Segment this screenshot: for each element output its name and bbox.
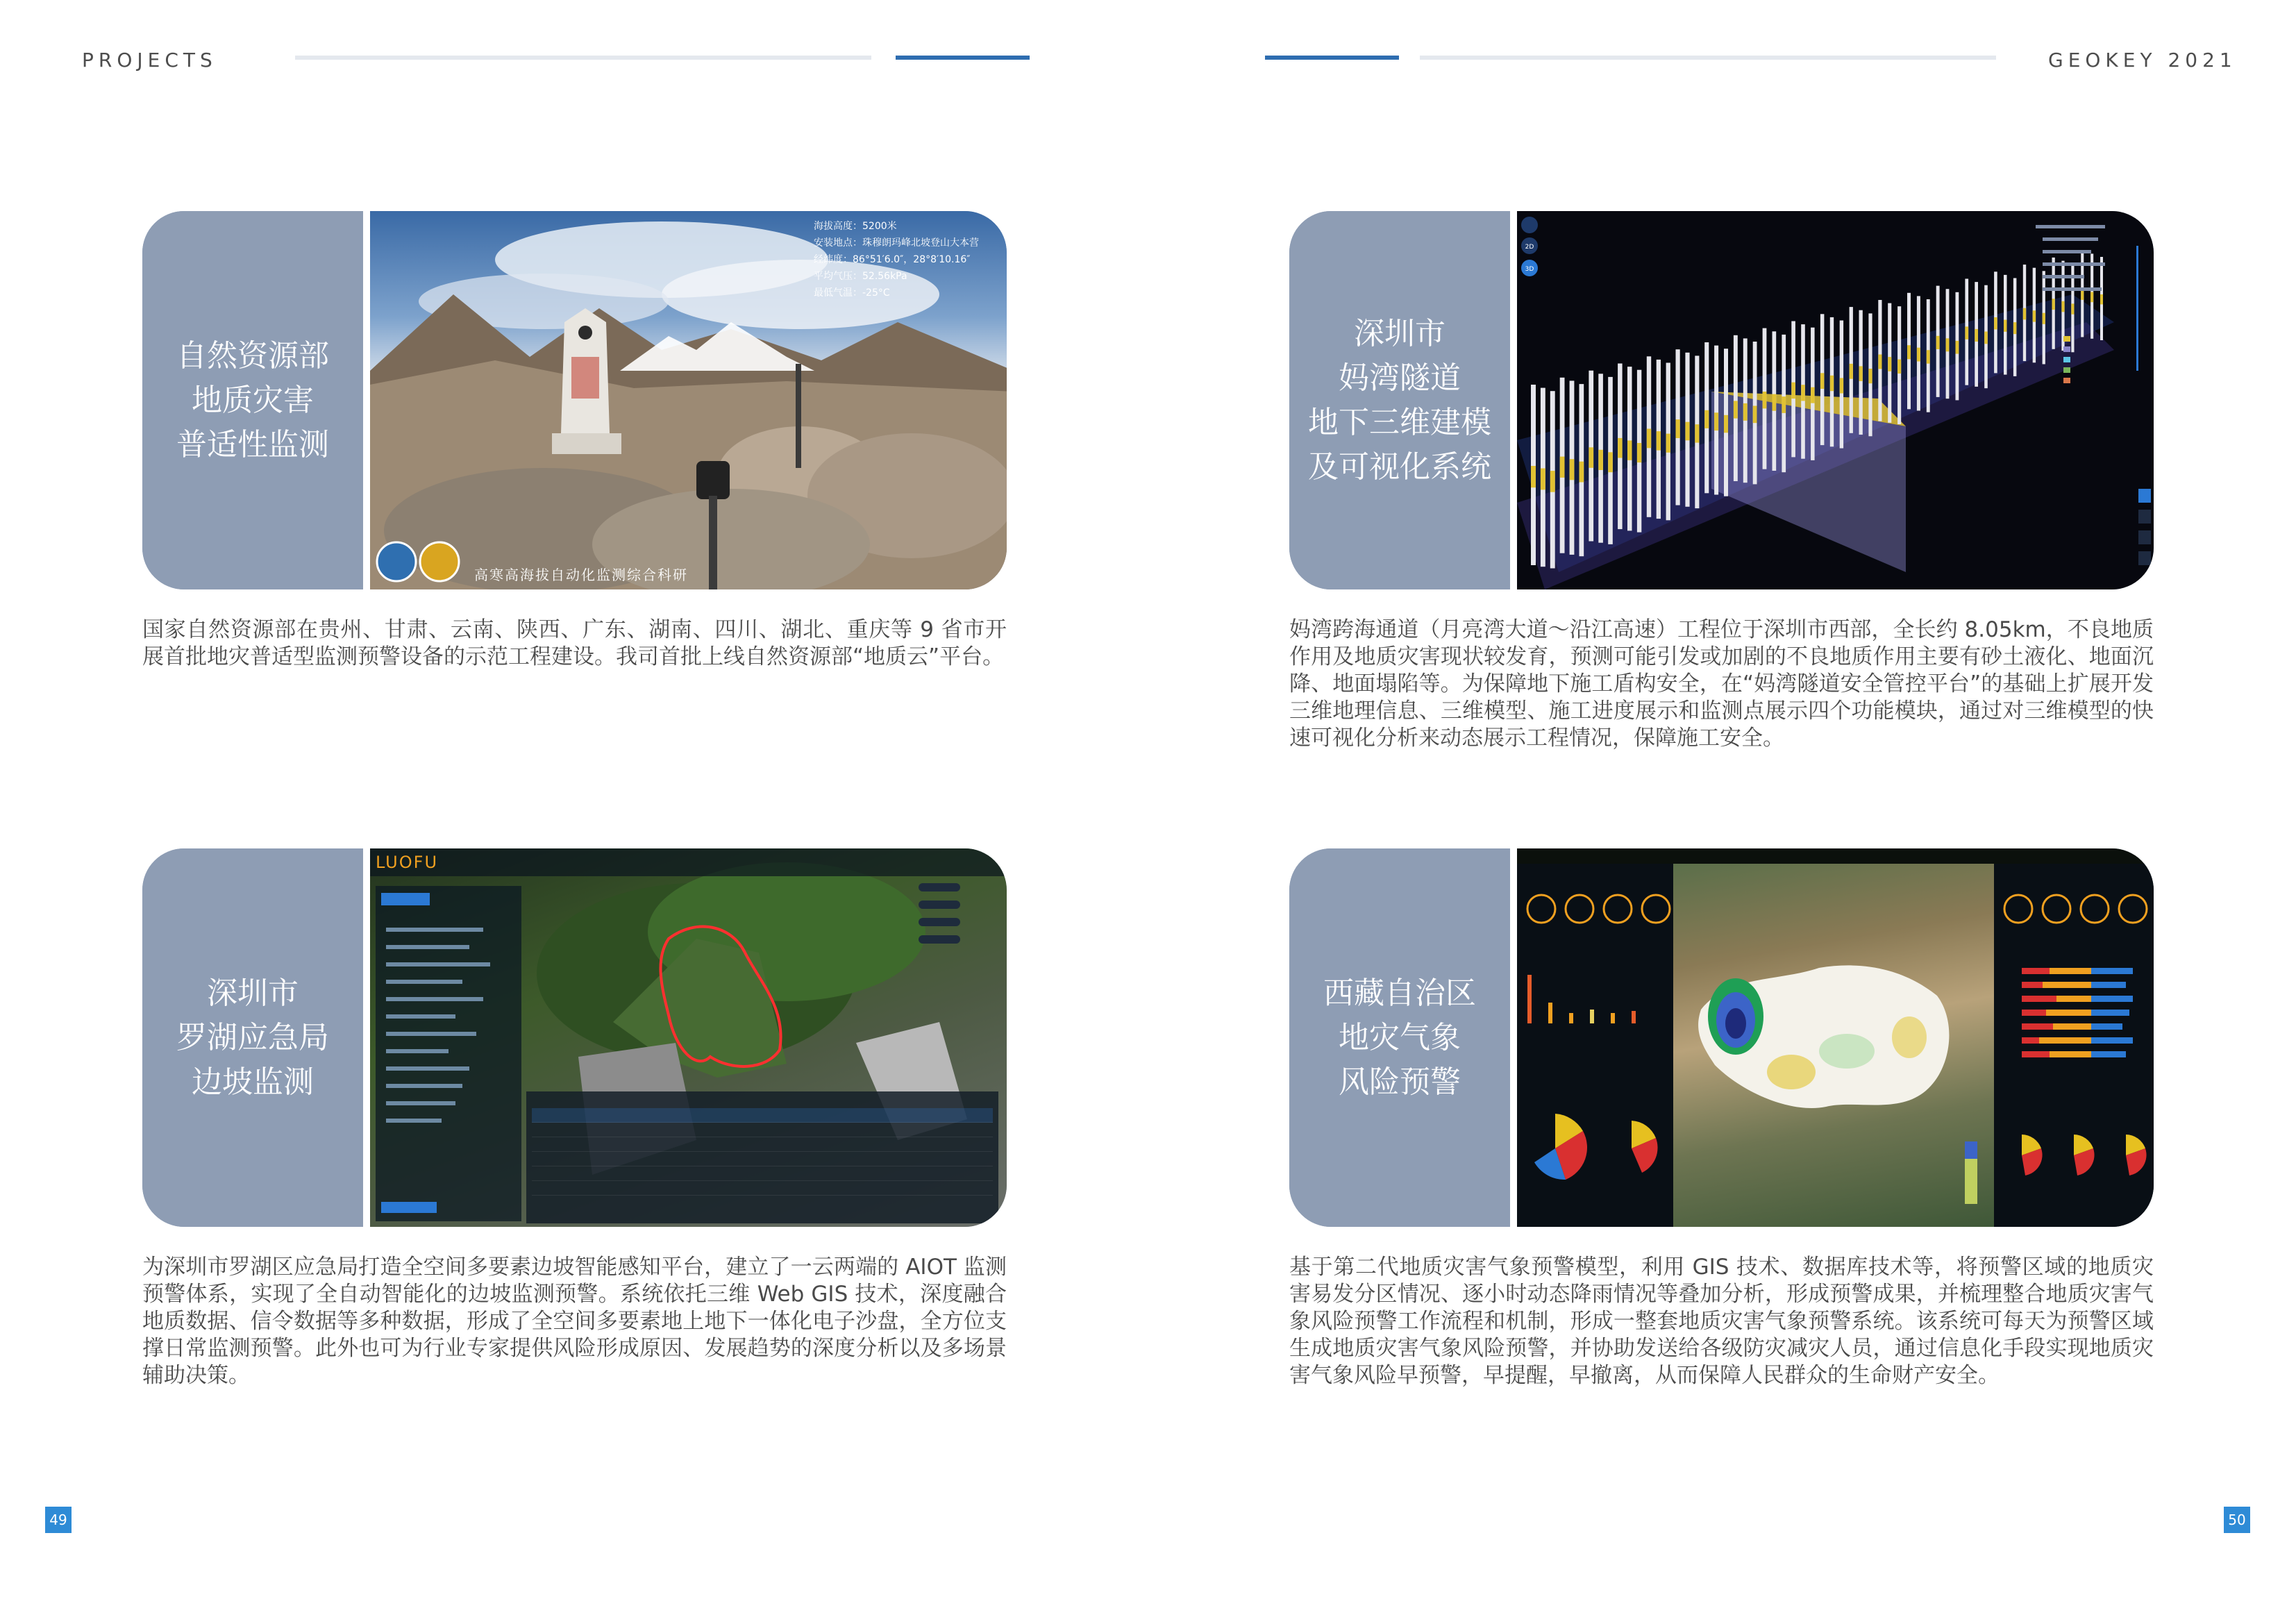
card-title-line: 及可视化系统 <box>1308 449 1491 485</box>
card-title <box>1289 848 1517 1227</box>
borehole-layer-mark <box>2023 308 2026 320</box>
borehole-layer-mark <box>1541 469 1545 490</box>
borehole-layer-mark <box>1811 387 1815 403</box>
borehole-layer-mark <box>1830 376 1834 391</box>
card-title-line: 深圳市 <box>207 975 299 1011</box>
photo-info-line: 平均气压：52.56kPa <box>814 271 907 282</box>
page-number-left: 49 <box>45 1507 72 1533</box>
borehole-layer-mark <box>1773 394 1777 411</box>
photo-info-overlay <box>814 218 979 301</box>
table-row <box>532 1123 993 1137</box>
borehole-layer-mark <box>1984 332 1988 344</box>
table-row <box>532 1181 993 1196</box>
project-card-tibet-warning <box>1289 848 2154 1227</box>
card-title <box>1289 211 1517 589</box>
borehole-layer-mark <box>1695 424 1699 442</box>
borehole-layer-mark <box>1734 401 1738 418</box>
risk-map <box>1673 864 1994 1227</box>
card-description: 妈湾跨海通道（月亮湾大道～沿江高速）工程位于深圳市西部，全长约 8.05km，不良地质作用及地质灾害现状较发育，预测可能引发或加剧的不良地质作用主要有砂土液化、地面沉降、地面塌陷等。为保障地下施工盾构安全，在“妈湾隧道安全管控平台”的基础上扩展开发三维地理信息、三维模型、施工进度展示和监测点展示四个功能模块，通过对三维模型的快速可视化分析来动态展示工程情况，保障施工安全。 <box>1289 617 2154 751</box>
borehole-layer-mark <box>1907 345 1911 359</box>
header-accent-left <box>896 56 1030 60</box>
app-topbar <box>370 848 1007 876</box>
risk-map-graphic <box>1673 864 2001 1227</box>
monitoring-station-photo <box>370 211 1007 589</box>
borehole-layer-mark <box>1927 350 1930 364</box>
header-rule-left <box>295 56 871 60</box>
borehole-layer-mark <box>1685 422 1689 441</box>
app-topbar <box>1517 848 2154 864</box>
card-title-line: 西藏自治区 <box>1323 975 1476 1011</box>
page-number-right: 50 <box>2224 1507 2250 1533</box>
borehole-layer-mark <box>1753 406 1757 424</box>
card-title-line: 深圳市 <box>1354 315 1446 351</box>
borehole-layer-mark <box>2013 322 2017 334</box>
photo-info-line: 最低气温：-25°C <box>814 287 890 299</box>
borehole-layer-mark <box>1657 431 1661 451</box>
borehole-layer-mark <box>1724 415 1728 433</box>
borehole-layer-mark <box>1560 457 1565 478</box>
borehole-layer-mark <box>1714 412 1718 430</box>
header-geokey-label: GEOKEY 2021 <box>2048 49 2237 72</box>
left-stat-graphics <box>1517 864 1673 1227</box>
layer-list <box>2036 218 2140 412</box>
card-description: 国家自然资源部在贵州、甘肃、云南、陕西、广东、湖南、四川、湖北、重庆等 9 省市开展首批地灾普适型监测预警设备的示范工程建设。我司首批上线自然资源部“地质云”平台。 <box>142 617 1007 669</box>
project-card-luohu-slope <box>142 848 1007 1227</box>
view-3d-button: 3D <box>1525 266 1534 273</box>
app-logo: LUOFU <box>376 853 439 872</box>
layer-panel <box>2036 218 2147 417</box>
borehole-layer-mark <box>1608 452 1613 472</box>
photo-info-line: 安装地点：珠穆朗玛峰北坡登山大本营 <box>814 237 979 249</box>
borehole-layer-mark <box>1801 385 1805 401</box>
borehole-layer-mark <box>1888 357 1891 371</box>
right-stat-graphics <box>1994 864 2154 1227</box>
borehole-layer-mark <box>1763 392 1767 408</box>
borehole-layer-mark <box>1859 366 1863 381</box>
card-title-line: 地质灾害 <box>192 382 314 418</box>
table-row <box>532 1166 993 1181</box>
borehole-layer-mark <box>1897 360 1901 374</box>
table-row <box>532 1137 993 1152</box>
borehole-layer-mark <box>1791 383 1795 399</box>
borehole-layer-mark <box>1994 317 1997 330</box>
card-title-line: 地灾气象 <box>1339 1019 1461 1055</box>
table-row <box>532 1108 993 1123</box>
right-stat-panel <box>1994 864 2154 1227</box>
card-title-line: 罗湖应急局 <box>176 1019 329 1055</box>
photo-info-line: 经纬度：86°51′6.0″，28°8′10.16″ <box>814 254 971 265</box>
photo-caption: 高寒高海拔自动化监测综合科研 <box>474 567 688 583</box>
tunnel-3d-screenshot <box>1517 211 2154 589</box>
tibet-warning-screenshot <box>1517 848 2154 1227</box>
borehole-layer-mark <box>1637 443 1641 462</box>
borehole-layer-mark <box>1850 364 1853 379</box>
borehole-layer-mark <box>1878 355 1882 369</box>
header-projects-label: PROJECTS <box>82 49 217 72</box>
header-accent-right <box>1265 56 1399 60</box>
data-table-overlay <box>526 1091 998 1223</box>
borehole-layer-mark <box>1946 338 1950 351</box>
borehole-layer-mark <box>1579 462 1584 483</box>
project-card-mawan-tunnel <box>1289 211 2154 589</box>
card-title-line: 地下三维建模 <box>1308 404 1491 440</box>
header-rule-right <box>1420 56 1996 60</box>
card-title <box>142 211 370 589</box>
left-stat-panel <box>1517 864 1673 1227</box>
card-title-line: 边坡监测 <box>192 1064 314 1100</box>
left-panel <box>376 886 521 1221</box>
card-description: 基于第二代地质灾害气象预警模型，利用 GIS 技术、数据库技术等，将预警区域的地质灾害易发分区情况、逐小时动态降雨情况等叠加分析，形成预警成果，并梳理整合地质灾害气象风险预警工作流程和机制，形成一整套地质灾害气象预警系统。该系统可每天为预警区域生成地质灾害气象风险预警，并协助发送给各级防灾减灾人员，通过信息化手段实现地质灾害气象风险早预警，早提醒，早撤离，从而保障人民群众的生命财产安全。 <box>1289 1255 2154 1388</box>
left-panel-list <box>376 886 521 1219</box>
project-card-natural-resources <box>142 211 1007 589</box>
borehole-layer-mark <box>1618 438 1623 458</box>
borehole-layer-mark <box>1598 450 1603 470</box>
borehole-layer-mark <box>1917 348 1920 362</box>
borehole-layer-mark <box>1627 440 1632 460</box>
borehole-layer-mark <box>1868 369 1872 383</box>
slope-monitoring-screenshot <box>370 848 1007 1227</box>
borehole-layer-mark <box>1589 447 1593 468</box>
borehole-layer-mark <box>1666 434 1670 453</box>
borehole-layer-mark <box>1936 336 1940 349</box>
card-title-line: 妈湾隧道 <box>1339 360 1461 396</box>
borehole-layer-mark <box>1531 466 1536 487</box>
borehole-layer-mark <box>1704 410 1709 428</box>
borehole-layer-mark <box>1676 419 1680 438</box>
borehole-layer-mark <box>1782 396 1786 413</box>
borehole-layer-mark <box>1647 429 1651 449</box>
table-row <box>532 1152 993 1166</box>
card-description: 为深圳市罗湖区应急局打造全空间多要素边坡智能感知平台，建立了一云两端的 AIOT 监测预警体系，实现了全自动智能化的边坡监测预警。系统依托三维 Web GIS 技术，深度融合地质数据、信令数据等多种数据，形成了全空间多要素地上地下一体化电子沙盘，全方位支撑日常监测预警。此外也可为行业专家提供风险形成原因、发展趋势的深度分析以及多场景辅助决策。 <box>142 1255 1007 1388</box>
borehole-layer-mark <box>1570 459 1575 480</box>
borehole-layer-mark <box>1840 378 1843 393</box>
borehole-layer-mark <box>1743 403 1748 421</box>
borehole-layer-mark <box>1956 341 1959 354</box>
borehole-layer-mark <box>1820 373 1825 389</box>
photo-info-line: 海拔高度：5200米 <box>814 221 897 232</box>
card-title <box>142 848 370 1227</box>
card-title-line: 自然资源部 <box>176 337 329 374</box>
card-title-line: 普适性监测 <box>176 426 329 462</box>
borehole-layer-mark <box>1550 471 1555 492</box>
borehole-layer-mark <box>2004 320 2007 332</box>
borehole-layer-mark <box>1965 326 1968 339</box>
card-title-line: 风险预警 <box>1339 1064 1461 1100</box>
view-2d-button: 2D <box>1525 244 1534 251</box>
borehole-layer-mark <box>1975 329 1978 342</box>
